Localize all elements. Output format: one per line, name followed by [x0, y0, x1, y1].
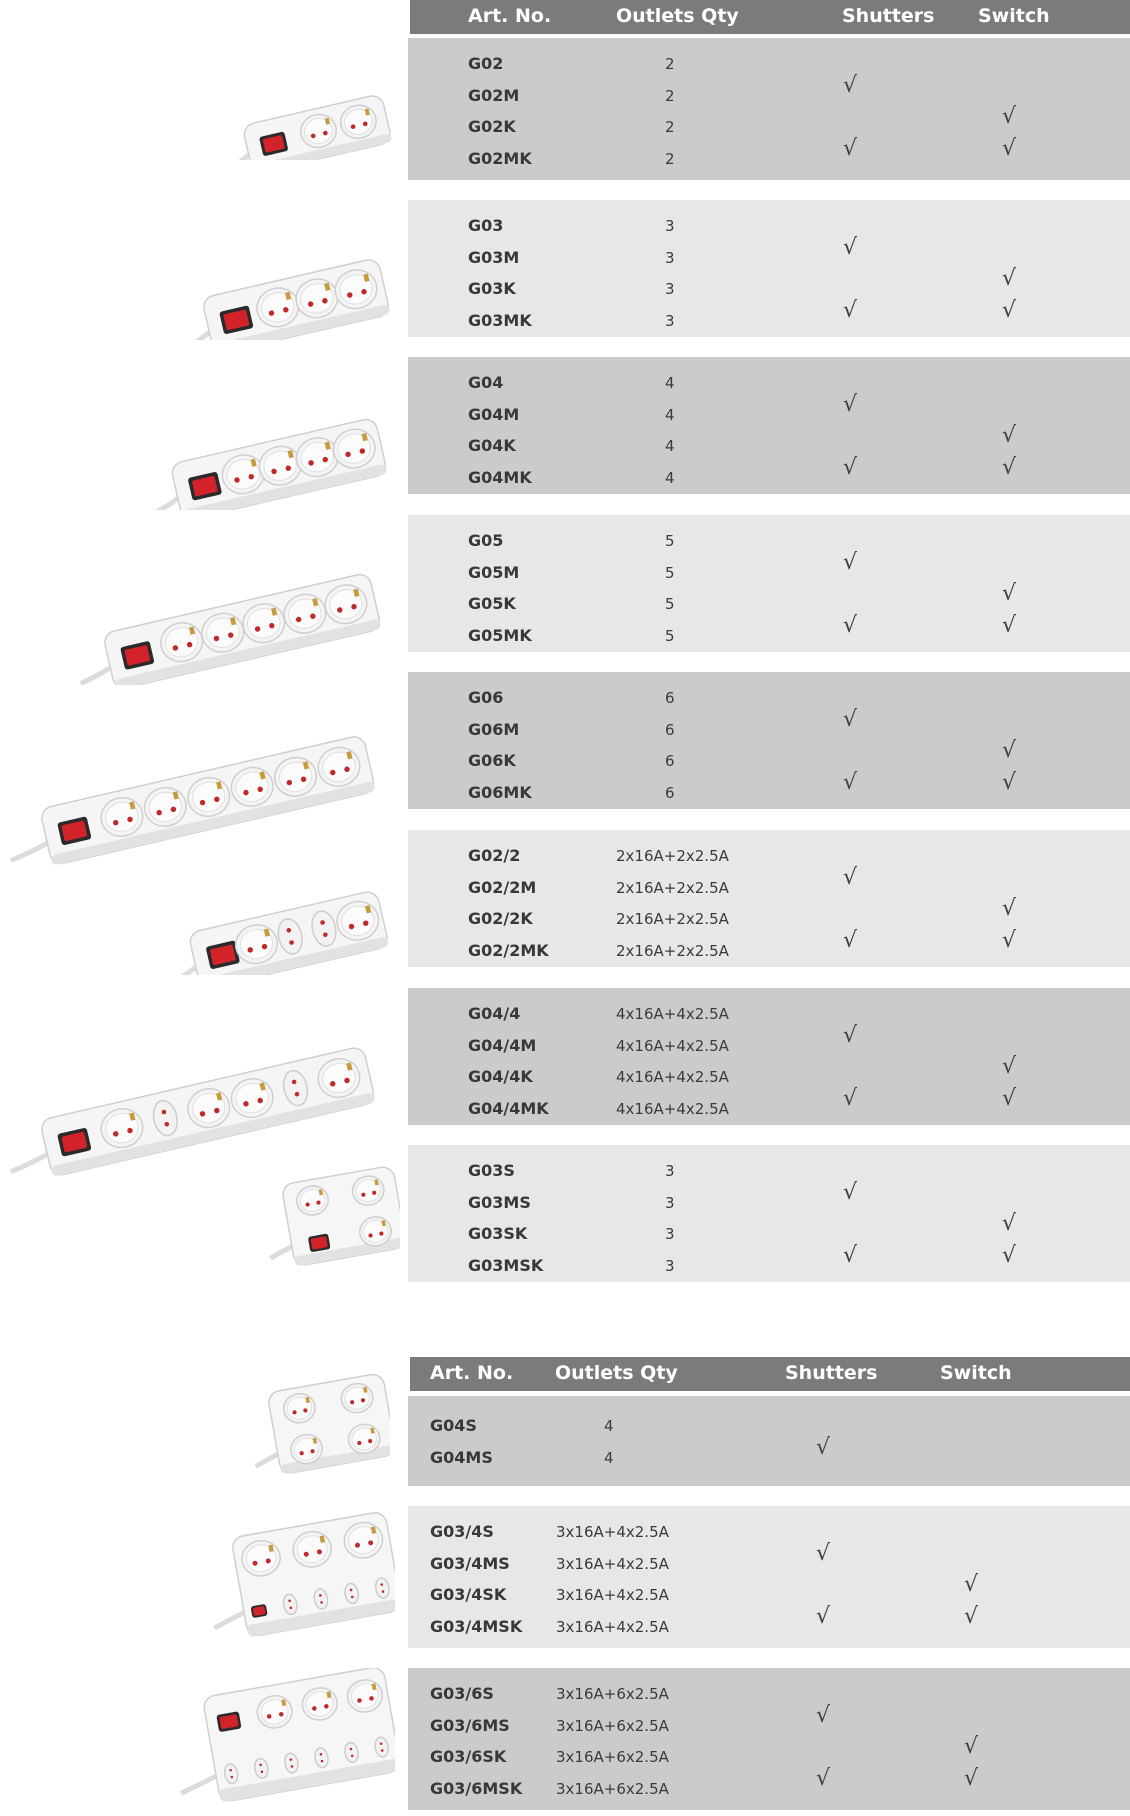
outlets-qty: 3 — [665, 280, 675, 298]
shutters-check-icon: √ — [843, 391, 858, 417]
table-row — [408, 135, 1130, 175]
product-group — [408, 200, 1130, 337]
shutters-check-icon: √ — [843, 454, 858, 480]
shutters-check-icon: √ — [816, 1603, 831, 1629]
table-row — [408, 72, 1130, 112]
product-group — [408, 38, 1130, 180]
article-number: G02/2MK — [468, 940, 549, 960]
table-row — [408, 1085, 1130, 1125]
power-strip-5-outlet-image — [70, 550, 395, 685]
table-row — [408, 864, 1130, 904]
switch-check-icon: √ — [1002, 1054, 1017, 1079]
outlets-qty: 3 — [665, 1193, 675, 1212]
table-row — [408, 738, 1130, 777]
outlets-qty: 4 — [665, 374, 675, 392]
article-number: G03/6MSK — [430, 1778, 523, 1798]
shutters-check-icon: √ — [843, 234, 858, 260]
outlets-qty: 2 — [665, 149, 675, 168]
article-number: G06K — [468, 751, 516, 770]
outlets-qty: 3x16A+4x2.5A — [556, 1554, 669, 1573]
article-number: G04MS — [430, 1448, 493, 1467]
article-number: G05M — [468, 562, 520, 582]
outlets-qty: 3 — [665, 311, 675, 330]
switch-check-icon: √ — [1002, 896, 1017, 921]
table-row — [408, 211, 1130, 242]
header-art-no: Art. No. — [430, 1362, 514, 1384]
product-group — [408, 988, 1130, 1125]
switch-check-icon: √ — [1002, 927, 1017, 953]
shutters-check-icon: √ — [843, 549, 858, 575]
article-number: G03S — [468, 1161, 515, 1180]
table-row — [408, 581, 1130, 620]
switch-check-icon: √ — [1002, 1211, 1017, 1236]
power-strip-3-4s-image — [195, 1510, 395, 1650]
table-row — [408, 706, 1130, 746]
article-number: G04/4M — [468, 1035, 537, 1055]
article-number: G03/4S — [430, 1522, 494, 1541]
article-number: G02/2 — [468, 846, 521, 865]
article-number: G02/2K — [468, 909, 533, 928]
switch-check-icon: √ — [1002, 581, 1017, 606]
table-row — [408, 266, 1130, 305]
product-group — [408, 1668, 1130, 1810]
header-shutters: Shutters — [842, 5, 935, 27]
article-number: G04M — [468, 404, 520, 424]
switch-check-icon: √ — [1002, 612, 1017, 638]
outlets-qty: 3x16A+6x2.5A — [556, 1779, 669, 1798]
article-number: G04MK — [468, 467, 532, 487]
article-number: G03MS — [468, 1192, 531, 1212]
shutters-check-icon: √ — [843, 72, 858, 98]
table-row — [408, 234, 1130, 274]
article-number: G02/2M — [468, 877, 537, 897]
table-row — [408, 49, 1130, 80]
table-row — [408, 1156, 1130, 1187]
table-row — [408, 368, 1130, 399]
article-number: G02K — [468, 117, 516, 136]
product-group — [408, 1396, 1130, 1486]
table-row — [408, 896, 1130, 935]
product-group — [408, 357, 1130, 494]
switch-check-icon: √ — [1002, 266, 1017, 291]
table-row — [408, 999, 1130, 1030]
outlets-qty: 5 — [665, 532, 675, 550]
outlets-qty: 6 — [665, 689, 675, 707]
shutters-check-icon: √ — [843, 1085, 858, 1111]
table-row — [408, 1411, 1130, 1442]
power-strip-3s-image — [255, 1162, 400, 1277]
article-number: G02MK — [468, 148, 532, 168]
outlets-qty: 6 — [665, 783, 675, 802]
table-row — [408, 297, 1130, 337]
power-strip-3-outlet-image — [180, 230, 395, 340]
outlets-qty: 3x16A+4x2.5A — [556, 1617, 669, 1636]
switch-check-icon: √ — [1002, 738, 1017, 763]
table-row — [408, 1765, 1130, 1805]
shutters-check-icon: √ — [843, 864, 858, 890]
outlets-qty: 3 — [665, 1162, 675, 1180]
table-row — [408, 1540, 1130, 1580]
article-number: G03/6S — [430, 1684, 494, 1703]
switch-check-icon: √ — [1002, 454, 1017, 480]
article-number: G04S — [430, 1416, 477, 1435]
table-row — [408, 1211, 1130, 1250]
outlets-qty: 6 — [665, 720, 675, 739]
product-group — [408, 1506, 1130, 1648]
shutters-check-icon: √ — [843, 135, 858, 161]
article-number: G03M — [468, 247, 520, 267]
power-strip-3-6s-image — [160, 1668, 395, 1816]
article-number: G04/4K — [468, 1067, 533, 1086]
outlets-qty: 4x16A+4x2.5A — [616, 1099, 729, 1118]
article-number: G03MSK — [468, 1255, 544, 1275]
outlets-qty: 2 — [665, 86, 675, 105]
outlets-qty: 6 — [665, 752, 675, 770]
product-group — [408, 515, 1130, 652]
outlets-qty: 4x16A+4x2.5A — [616, 1036, 729, 1055]
outlets-qty: 4 — [604, 1449, 614, 1467]
header-art-no: Art. No. — [468, 5, 552, 27]
table-row — [408, 612, 1130, 652]
table-row — [408, 1517, 1130, 1548]
switch-check-icon: √ — [1002, 1242, 1017, 1268]
outlets-qty: 3x16A+4x2.5A — [556, 1586, 669, 1604]
header-outlets-qty: Outlets Qty — [555, 1362, 678, 1384]
article-number: G03/6MS — [430, 1715, 510, 1735]
table-row — [408, 1179, 1130, 1219]
table-row — [408, 1603, 1130, 1643]
shutters-check-icon: √ — [843, 1179, 858, 1205]
outlets-qty: 2 — [665, 118, 675, 136]
outlets-qty: 3x16A+4x2.5A — [556, 1523, 669, 1541]
shutters-check-icon: √ — [843, 706, 858, 732]
power-strip-4-outlet-image — [145, 390, 395, 510]
outlets-qty: 5 — [665, 626, 675, 645]
article-number: G03SK — [468, 1224, 528, 1243]
switch-check-icon: √ — [964, 1734, 979, 1759]
outlets-qty: 4 — [604, 1417, 614, 1435]
table-row — [408, 683, 1130, 714]
outlets-qty: 4x16A+4x2.5A — [616, 1005, 729, 1023]
outlets-qty: 3 — [665, 248, 675, 267]
switch-check-icon: √ — [1002, 104, 1017, 129]
outlets-qty: 3x16A+6x2.5A — [556, 1748, 669, 1766]
article-number: G03/4MSK — [430, 1616, 523, 1636]
article-number: G02M — [468, 85, 520, 105]
outlets-qty: 2x16A+2x2.5A — [616, 941, 729, 960]
table-header-2 — [410, 1357, 1130, 1391]
header-outlets-qty: Outlets Qty — [616, 5, 739, 27]
table-header-1 — [410, 0, 1130, 34]
outlets-qty: 4 — [665, 437, 675, 455]
article-number: G06MK — [468, 782, 532, 802]
outlets-qty: 5 — [665, 595, 675, 613]
outlets-qty: 3x16A+6x2.5A — [556, 1716, 669, 1735]
shutters-check-icon: √ — [843, 1242, 858, 1268]
table-row — [408, 769, 1130, 809]
table-row — [408, 526, 1130, 557]
table-row — [408, 1734, 1130, 1773]
article-number: G03/6SK — [430, 1747, 507, 1766]
product-group — [408, 672, 1130, 809]
power-strip-6-outlet-image — [0, 710, 395, 870]
article-number: G05K — [468, 594, 516, 613]
switch-check-icon: √ — [1002, 297, 1017, 323]
article-number: G06 — [468, 688, 504, 707]
article-number: G03K — [468, 279, 516, 298]
shutters-check-icon: √ — [816, 1702, 831, 1728]
switch-check-icon: √ — [1002, 423, 1017, 448]
shutters-check-icon: √ — [843, 927, 858, 953]
outlets-qty: 4x16A+4x2.5A — [616, 1068, 729, 1086]
shutters-check-icon: √ — [816, 1765, 831, 1791]
outlets-qty: 2 — [665, 55, 675, 73]
product-group — [408, 830, 1130, 967]
power-strip-2-2-outlet-image — [165, 865, 395, 975]
table-row — [408, 841, 1130, 872]
shutters-check-icon: √ — [843, 612, 858, 638]
power-strip-4s-image — [240, 1370, 390, 1485]
table-row — [408, 1022, 1130, 1062]
article-number: G06M — [468, 719, 520, 739]
shutters-check-icon: √ — [816, 1435, 831, 1460]
table-row — [408, 1242, 1130, 1282]
switch-check-icon: √ — [964, 1765, 979, 1791]
header-switch: Switch — [940, 1362, 1012, 1384]
outlets-qty: 2x16A+2x2.5A — [616, 910, 729, 928]
article-number: G03 — [468, 216, 504, 235]
article-number: G03/4SK — [430, 1585, 507, 1604]
outlets-qty: 2x16A+2x2.5A — [616, 847, 729, 865]
table-row — [408, 454, 1130, 494]
outlets-qty: 4 — [665, 405, 675, 424]
switch-check-icon: √ — [1002, 135, 1017, 161]
outlets-qty: 3 — [665, 217, 675, 235]
table-row — [408, 549, 1130, 589]
table-row — [408, 927, 1130, 967]
header-shutters: Shutters — [785, 1362, 878, 1384]
shutters-check-icon: √ — [816, 1540, 831, 1566]
table-row — [408, 391, 1130, 431]
switch-check-icon: √ — [1002, 769, 1017, 795]
table-row — [408, 104, 1130, 143]
article-number: G02 — [468, 54, 504, 73]
product-group — [408, 1145, 1130, 1282]
article-number: G04/4 — [468, 1004, 521, 1023]
table-row — [408, 1572, 1130, 1611]
shutters-check-icon: √ — [843, 297, 858, 323]
table-row — [408, 423, 1130, 462]
power-strip-4-4-outlet-image — [0, 1015, 395, 1185]
table-row — [408, 1054, 1130, 1093]
article-number: G04 — [468, 373, 504, 392]
outlets-qty: 3x16A+6x2.5A — [556, 1685, 669, 1703]
table-row — [408, 1679, 1130, 1710]
outlets-qty: 5 — [665, 563, 675, 582]
table-row — [408, 1435, 1130, 1474]
outlets-qty: 3 — [665, 1225, 675, 1243]
article-number: G04/4MK — [468, 1098, 549, 1118]
article-number: G05 — [468, 531, 504, 550]
article-number: G05MK — [468, 625, 532, 645]
switch-check-icon: √ — [1002, 1085, 1017, 1111]
outlets-qty: 3 — [665, 1256, 675, 1275]
article-number: G04K — [468, 436, 516, 455]
outlets-qty: 2x16A+2x2.5A — [616, 878, 729, 897]
switch-check-icon: √ — [964, 1572, 979, 1597]
switch-check-icon: √ — [964, 1603, 979, 1629]
power-strip-2-outlet-image — [225, 70, 395, 160]
shutters-check-icon: √ — [843, 1022, 858, 1048]
header-switch: Switch — [978, 5, 1050, 27]
outlets-qty: 4 — [665, 468, 675, 487]
article-number: G03/4MS — [430, 1553, 510, 1573]
shutters-check-icon: √ — [843, 769, 858, 795]
article-number: G03MK — [468, 310, 532, 330]
table-row — [408, 1702, 1130, 1742]
